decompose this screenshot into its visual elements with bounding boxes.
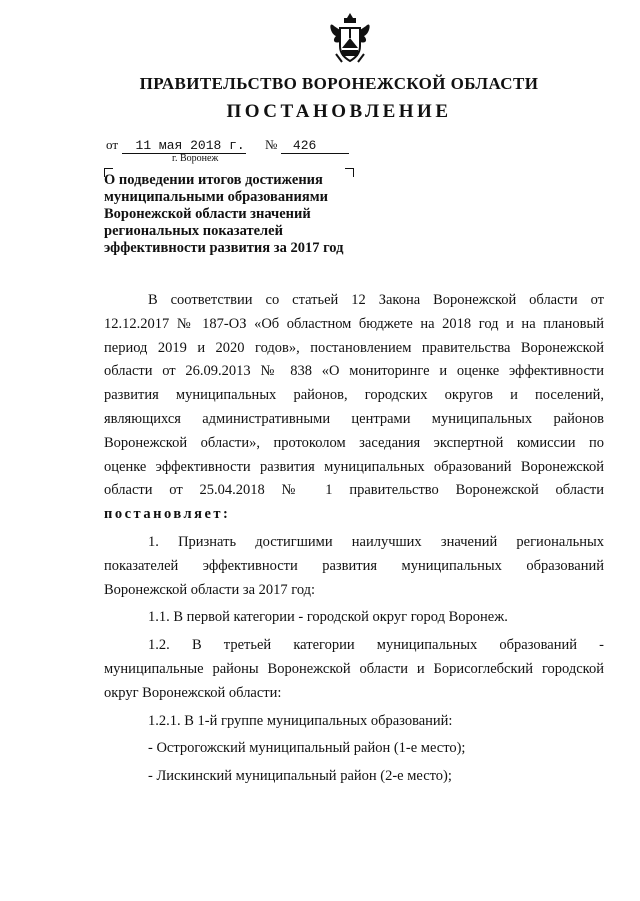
number-line xyxy=(265,137,349,154)
city-label: г. Воронеж xyxy=(172,153,219,164)
body-line: Воронежской области», протоколом заседания экспертной комиссии по xyxy=(104,434,604,451)
subject-line: О подведении итогов достижения xyxy=(104,172,323,188)
date-prefix: от xyxy=(106,137,119,152)
body-line: области от 26.09.2013 № 838 «О мониторинге и оценке эффективности xyxy=(104,363,604,380)
body-line: являющихся административными центрами муниципальных районов xyxy=(104,410,604,427)
document-subject xyxy=(104,172,364,257)
date-line xyxy=(106,137,246,154)
item-1-2-1: 1.2.1. В 1-й группе муниципальных образований: xyxy=(148,712,453,729)
body-line: развития муниципальных районов, городских округов и поселений, xyxy=(104,387,604,404)
list-item: - Лискинский муниципальный район (2-е место); xyxy=(148,768,452,785)
item-1-2-line: 1.2. В третьей категории муниципальных образований - xyxy=(148,637,604,654)
body-line: период 2019 и 2020 годов», постановлением правительства Воронежской xyxy=(104,339,604,356)
organization-title: ПРАВИТЕЛЬСТВО ВОРОНЕЖСКОЙ ОБЛАСТИ xyxy=(139,74,539,93)
body-line: 12.12.2017 № 187-ОЗ «Об областном бюджете на 2018 год и на плановый xyxy=(104,315,604,332)
date-value: 11 мая 2018 г. xyxy=(122,138,246,154)
subject-line: муниципальными образованиями xyxy=(104,189,328,205)
item-1-line: Воронежской области за 2017 год: xyxy=(104,581,316,598)
number-prefix: № xyxy=(265,137,278,152)
item-1-2-line: муниципальные районы Воронежской области и Борисоглебский городской xyxy=(104,660,604,677)
list-item: - Острогожский муниципальный район (1-е место); xyxy=(148,740,466,757)
subject-line: эффективности развития за 2017 год xyxy=(104,240,344,256)
number-value: 426 xyxy=(281,138,349,154)
item-1-line: 1. Признать достигшими наилучших значений региональных xyxy=(148,533,604,550)
item-1-2-line: округ Воронежской области: xyxy=(104,684,282,701)
body-line: В соответствии со статьей 12 Закона Воронежской области от xyxy=(148,292,604,308)
document-type: ПОСТАНОВЛЕНИЕ xyxy=(226,101,452,122)
decree-word: постановляет: xyxy=(104,506,231,523)
coat-of-arms-icon xyxy=(326,10,374,68)
item-1-line: показателей эффективности развития муниципальных образований xyxy=(104,557,604,574)
subject-line: региональных показателей xyxy=(104,223,283,239)
document-body xyxy=(104,289,604,789)
subject-line: Воронежской области значений xyxy=(104,206,311,222)
body-line: оценке эффективности развития муниципальных образований Воронежской xyxy=(104,458,604,475)
item-1-1: 1.1. В первой категории - городской округ город Воронеж. xyxy=(148,609,508,626)
body-line: области от 25.04.2018 № 1 правительство Воронежской области xyxy=(104,482,604,499)
